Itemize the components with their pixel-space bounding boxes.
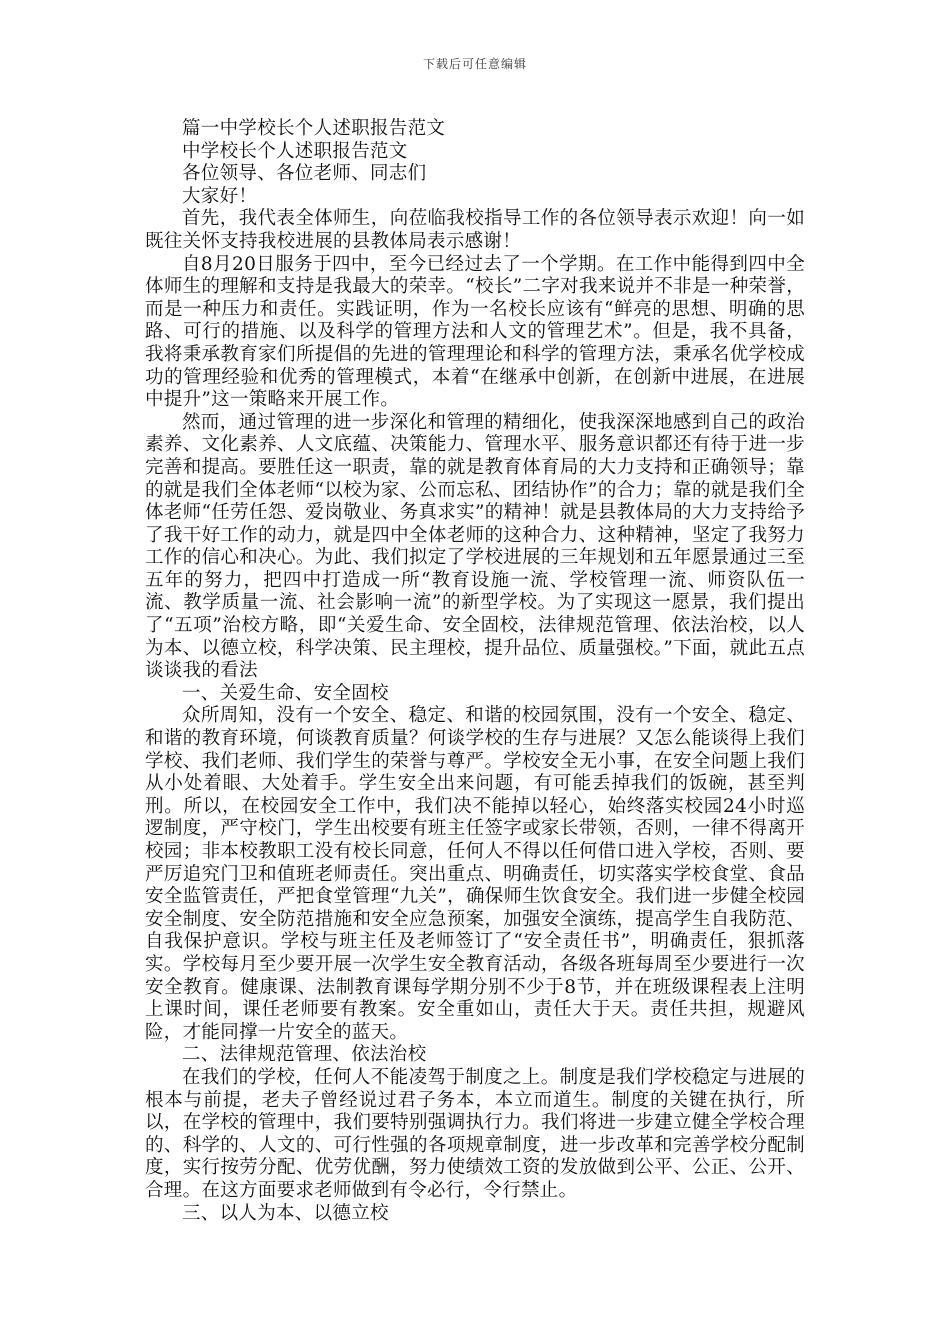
paragraph: 首先，我代表全体师生，向莅临我校指导工作的各位领导表示欢迎！向一如既往关怀支持我校进展的县教体局表示感谢！: [145, 208, 805, 252]
page-header: 下载后可任意编辑: [422, 57, 527, 71]
doc-title: 篇一中学校长个人述职报告范文: [182, 118, 446, 139]
paragraph: 自8月20日服务于四中，至今已经过去了一个学期。在工作中能得到四中全体师生的理解和支持是我最大的荣幸。“校长”二字对我来说并不非是一种荣誉，而是一种压力和责任。实践证明，作为一名校长应该有“鲜亮的思想、明确的思路、可行的措施、以及科学的管理方法和人文的管理艺术”。但是，我不具备，我将秉承教育家们所提倡的先进的管理理论和科学的管理方法，秉承名优学校成功的管理经验和优秀的管理模式，本着“在继承中创新，在创新中进展，在进展中提升”这一策略来开展工作。: [145, 253, 805, 411]
paragraph: 众所周知，没有一个安全、稳定、和谐的校园氛围，没有一个安全、稳定、和谐的教育环境，何谈教育质量？何谈学校的生存与进展？又怎么能谈得上我们学校、我们老师、我们学生的荣誉与尊严。学校安全无小事，在安全问题上我们从小处着眼、大处着手。学生安全出来问题，有可能丢掉我们的饭碗，甚至判刑。所以，在校园安全工作中，我们决不能掉以轻心，始终落实校园24小时巡逻制度，严守校门，学生出校要有班主任签字或家长带领，否则，一律不得离开校园；非本校教职工没有校长同意，任何人不得以任何借口进入学校，否则、要严厉追究门卫和值班老师责任。突出重点、明确责任，切实落实学校食堂、食品安全监管责任，严把食堂管理“九关”，确保师生饮食安全。我们进一步健全校园安全制度、安全防范措施和安全应急预案，加强安全演练，提高学生自我防范、自我保护意识。学校与班主任及老师签订了“安全责任书”，明确责任，狠抓落实。学校每月至少要开展一次学生安全教育活动，各级各班每周至少要进行一次安全教育。健康课、法制教育课每学期分别不少于8节，并在班级课程表上注明上课时间，课任老师要有教案。安全重如山，责任大于天。责任共担，规避风险，才能同撑一片安全的蓝天。: [145, 705, 805, 1043]
section-heading: 一、关爱生命、安全固校: [182, 682, 389, 704]
salutation: 各位领导、各位老师、同志们: [182, 163, 427, 185]
paragraph: 然而，通过管理的进一步深化和管理的精细化，使我深深地感到自己的政治素养、文化素养、人文底蕴、决策能力、管理水平、服务意识都还有待于进一步完善和提高。要胜任这一职责，靠的就是教育体育局的大力支持和正确领导；靠的就是我们全体老师“以校为家、公而忘私、团结协作”的合力；靠的就是我们全体老师“任劳任怨、爱岗敬业、务真求实”的精神！就是县教体局的大力支持给予了我干好工作的动力，就是四中全体老师的这种合力、这种精神，坚定了我努力工作的信心和决心。为此、我们拟定了学校进展的三年规划和五年愿景通过三至五年的努力，把四中打造成一所“教育设施一流、学校管理一流、师资队伍一流、教学质量一流、社会影响一流”的新型学校。为了实现这一愿景，我们提出了“五项”治校方略，即“关爱生命、安全固校，法律规范管理、依法治校，以人为本、以德立校，科学决策、民主理校，提升品位、质量强校。”下面，就此五点谈谈我的看法: [145, 411, 805, 682]
greeting: 大家好！: [182, 185, 258, 207]
section-heading: 二、法律规范管理、依法治校: [182, 1044, 427, 1066]
doc-subtitle: 中学校长个人述职报告范文: [182, 140, 408, 162]
section-heading: 三、以人为本、以德立校: [182, 1202, 389, 1224]
paragraph: 在我们的学校，任何人不能凌驾于制度之上。制度是我们学校稳定与进展的根本与前提，老夫子曾经说过君子务本，本立而道生。制度的关键在执行，所以，在学校的管理中，我们要特别强调执行力。我们将进一步建立健全学校合理的、科学的、人文的、可行性强的各项规章制度，进一步改革和完善学校分配制度，实行按劳分配、优劳优酬，努力使绩效工资的发放做到公平、公正、公开、合理。在这方面要求老师做到有令必行，令行禁止。: [145, 1066, 805, 1201]
document-body: [145, 118, 805, 1225]
